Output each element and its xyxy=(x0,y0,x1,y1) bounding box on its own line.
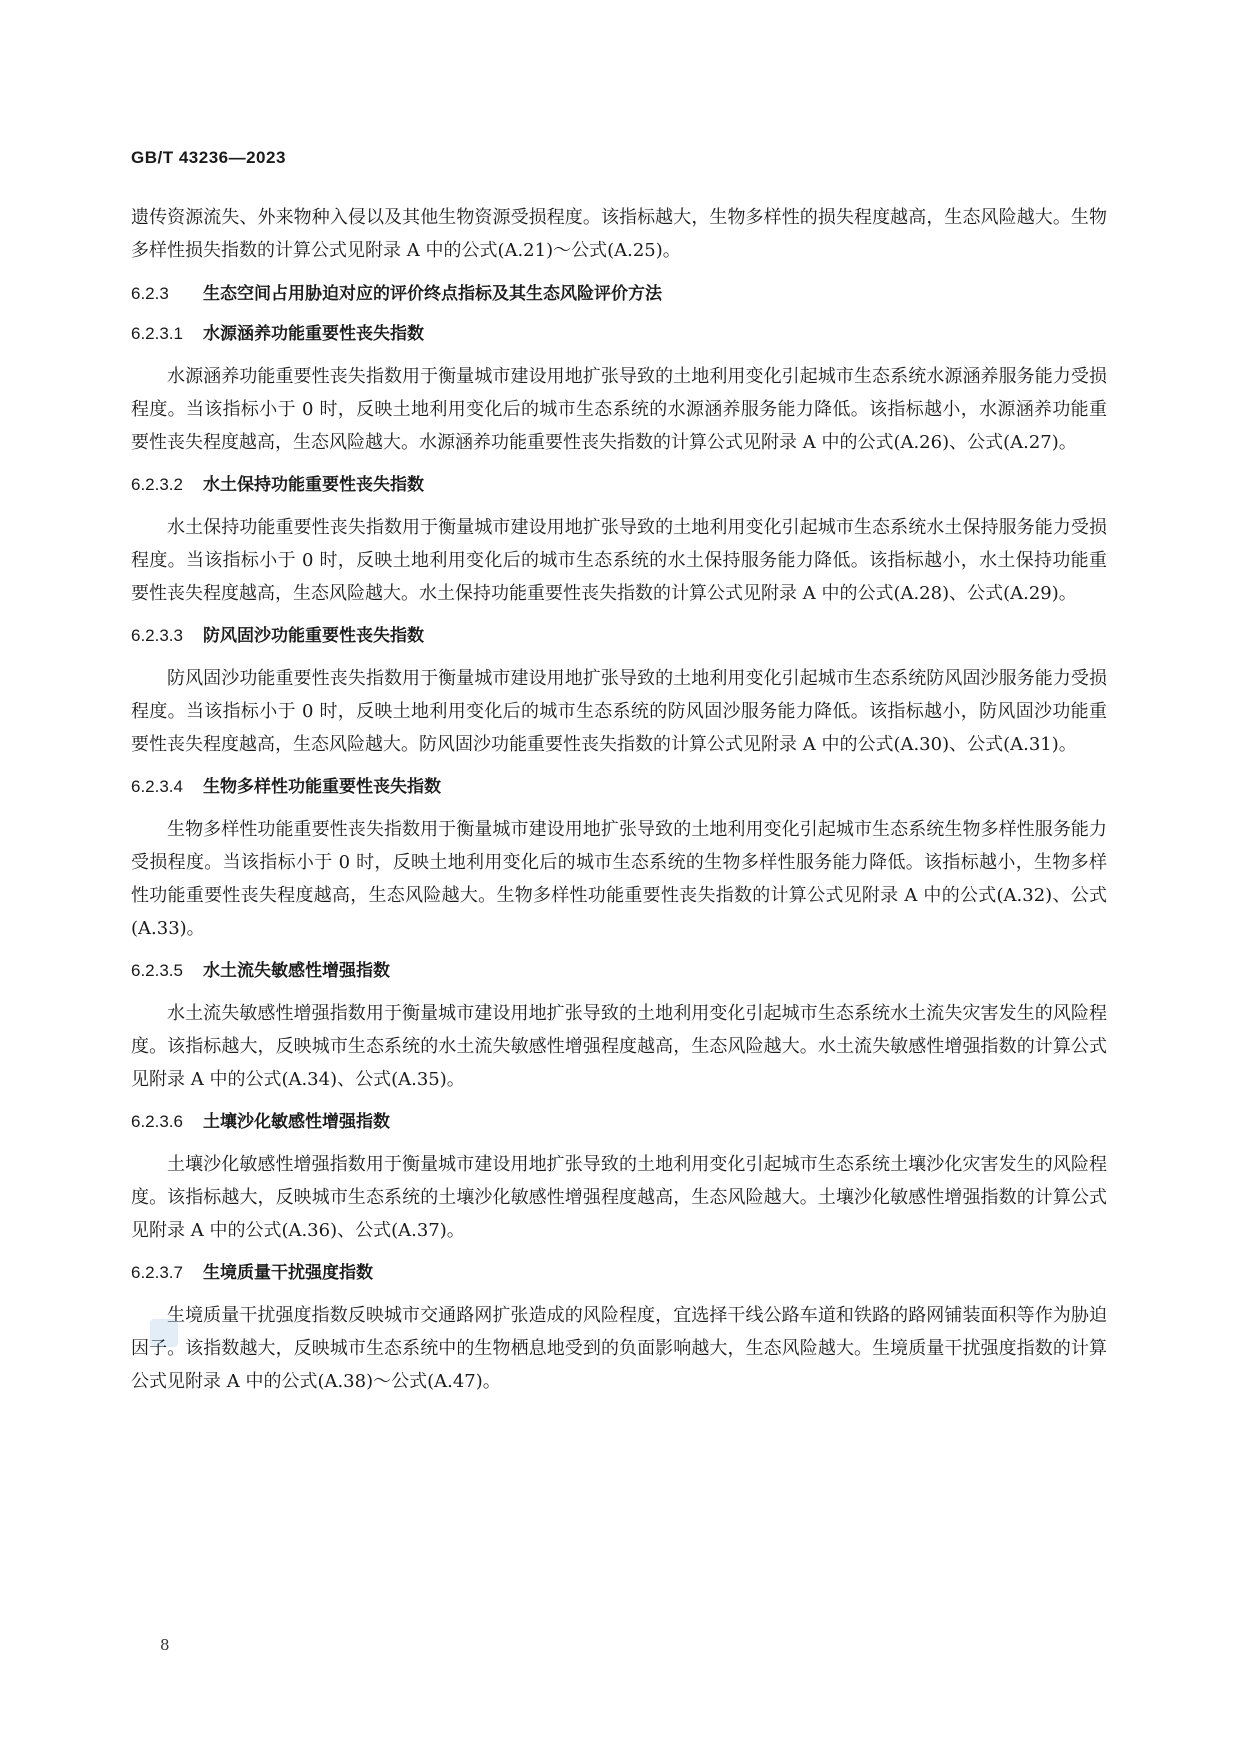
subsection-heading xyxy=(131,1259,1107,1287)
subsection-number: 6.2.3.1 xyxy=(131,324,183,343)
subsection-text: 生境质量干扰强度指数反映城市交通路网扩张造成的风险程度，宜选择干线公路车道和铁路的路网铺装面积等作为胁迫因子。该指数越大，反映城市生态系统中的生物栖息地受到的负面影响越大，生态风险越大。生境质量干扰强度指数的计算公式见附录 A 中的公式(A.38)～公式(A.47)。 xyxy=(131,1305,1107,1392)
subsection-text: 土壤沙化敏感性增强指数用于衡量城市建设用地扩张导致的土地利用变化引起城市生态系统土壤沙化灾害发生的风险程度。该指标越大，反映城市生态系统的土壤沙化敏感性增强程度越高，生态风险越大。土壤沙化敏感性增强指数的计算公式见附录 A 中的公式(A.36)、公式(A.37)。 xyxy=(131,1154,1107,1241)
subsection-6-2-3-6 xyxy=(131,1108,1107,1247)
subsection-number: 6.2.3.6 xyxy=(131,1112,183,1131)
subsection-6-2-3-2 xyxy=(131,471,1107,610)
page-content xyxy=(131,201,1107,1398)
subsection-heading xyxy=(131,773,1107,801)
section-title: 生态空间占用胁迫对应的评价终点指标及其生态风险评价方法 xyxy=(203,284,662,304)
subsection-6-2-3-3 xyxy=(131,622,1107,761)
subsection-heading xyxy=(131,471,1107,499)
subsection-title: 防风固沙功能重要性丧失指数 xyxy=(203,626,424,646)
subsection-title: 生物多样性功能重要性丧失指数 xyxy=(203,777,441,797)
subsection-number: 6.2.3.5 xyxy=(131,961,183,980)
subsection-title: 水土保持功能重要性丧失指数 xyxy=(203,475,424,495)
subsection-title: 生境质量干扰强度指数 xyxy=(203,1263,373,1283)
subsection-text: 水土流失敏感性增强指数用于衡量城市建设用地扩张导致的土地利用变化引起城市生态系统水土流失灾害发生的风险程度。该指标越大，反映城市生态系统的水土流失敏感性增强程度越高，生态风险越大。水土流失敏感性增强指数的计算公式见附录 A 中的公式(A.34)、公式(A.35)。 xyxy=(131,1003,1107,1090)
standard-id: GB/T 43236—2023 xyxy=(131,148,286,167)
subsection-6-2-3-1 xyxy=(131,320,1107,459)
section-number: 6.2.3 xyxy=(131,284,169,303)
subsection-number: 6.2.3.4 xyxy=(131,777,183,796)
subsection-title: 土壤沙化敏感性增强指数 xyxy=(203,1112,390,1132)
subsection-heading xyxy=(131,320,1107,348)
subsection-heading xyxy=(131,622,1107,650)
subsection-title: 水土流失敏感性增强指数 xyxy=(203,961,390,981)
subsection-number: 6.2.3.2 xyxy=(131,475,183,494)
page-number: 8 xyxy=(160,1636,170,1654)
subsection-heading xyxy=(131,957,1107,985)
subsection-text: 水源涵养功能重要性丧失指数用于衡量城市建设用地扩张导致的土地利用变化引起城市生态系统水源涵养服务能力受损程度。当该指标小于 0 时，反映土地利用变化后的城市生态系统的水源涵养服务能力降低。该指标越小，水源涵养功能重要性丧失程度越高，生态风险越大。水源涵养功能重要性丧失指数的计算公式见附录 A 中的公式(A.26)、公式(A.27)。 xyxy=(131,366,1107,453)
subsection-text: 水土保持功能重要性丧失指数用于衡量城市建设用地扩张导致的土地利用变化引起城市生态系统水土保持服务能力受损程度。当该指标小于 0 时，反映土地利用变化后的城市生态系统的水土保持服务能力降低。该指标越小，水土保持功能重要性丧失程度越高，生态风险越大。水土保持功能重要性丧失指数的计算公式见附录 A 中的公式(A.28)、公式(A.29)。 xyxy=(131,517,1107,604)
subsection-text: 防风固沙功能重要性丧失指数用于衡量城市建设用地扩张导致的土地利用变化引起城市生态系统防风固沙服务能力受损程度。当该指标小于 0 时，反映土地利用变化后的城市生态系统的防风固沙服务能力降低。该指标越小，防风固沙功能重要性丧失程度越高，生态风险越大。防风固沙功能重要性丧失指数的计算公式见附录 A 中的公式(A.30)、公式(A.31)。 xyxy=(131,668,1107,755)
subsection-6-2-3-7 xyxy=(131,1259,1107,1398)
subsection-heading xyxy=(131,1108,1107,1136)
section-heading xyxy=(131,280,1107,308)
subsection-text: 生物多样性功能重要性丧失指数用于衡量城市建设用地扩张导致的土地利用变化引起城市生态系统生物多样性服务能力受损程度。当该指标小于 0 时，反映土地利用变化后的城市生态系统的生物多样性服务能力降低。该指标越小，生物多样性功能重要性丧失程度越高，生态风险越大。生物多样性功能重要性丧失指数的计算公式见附录 A 中的公式(A.32)、公式(A.33)。 xyxy=(131,819,1107,939)
intro-paragraph: 遗传资源流失、外来物种入侵以及其他生物资源受损程度。该指标越大，生物多样性的损失程度越高，生态风险越大。生物多样性损失指数的计算公式见附录 A 中的公式(A.21)～公式(A.25)。 xyxy=(131,207,1107,261)
subsection-title: 水源涵养功能重要性丧失指数 xyxy=(203,324,424,344)
subsection-number: 6.2.3.3 xyxy=(131,626,183,645)
subsection-6-2-3-4 xyxy=(131,773,1107,945)
subsection-number: 6.2.3.7 xyxy=(131,1263,183,1282)
subsection-6-2-3-5 xyxy=(131,957,1107,1096)
